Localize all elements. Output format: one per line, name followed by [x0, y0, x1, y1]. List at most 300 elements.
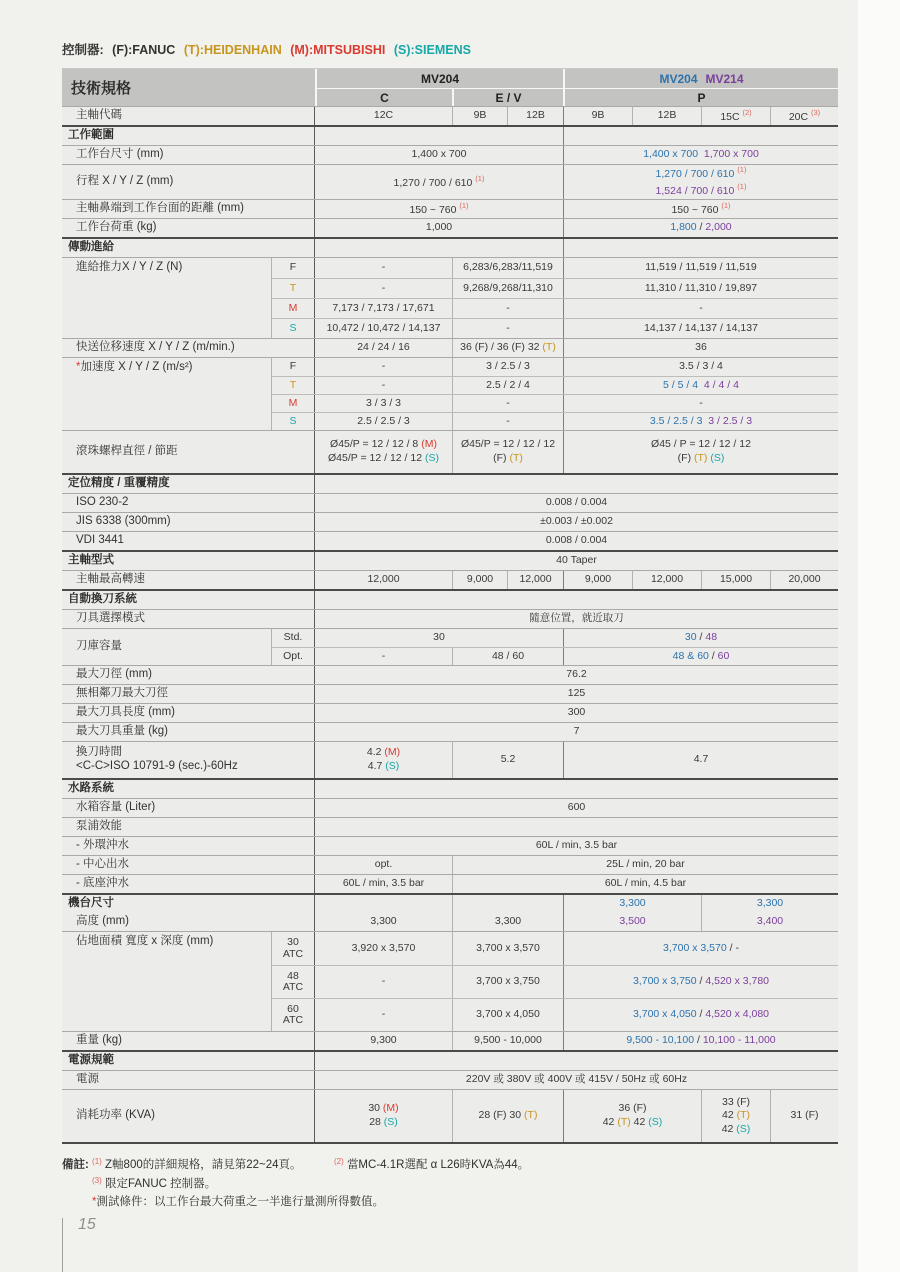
row-values	[315, 146, 838, 164]
section-label	[62, 780, 315, 798]
text-part: -	[381, 975, 386, 988]
spec-cell	[315, 704, 838, 722]
text-part: 10,100 - 11,000	[702, 1034, 776, 1047]
text-part: 主軸最高轉速	[76, 573, 145, 586]
header-variant-c: C	[317, 89, 452, 106]
text-part: Ø45 / P = 12 / 12 / 12	[651, 438, 751, 451]
legend-mitsubishi: (M):MITSUBISHI	[290, 43, 386, 57]
spec-cell	[315, 837, 838, 855]
text-part: 42	[602, 1116, 618, 1128]
sub-key-cell	[272, 413, 315, 430]
row-values	[272, 358, 838, 430]
text-part: 42	[721, 1122, 737, 1135]
section-row	[62, 1050, 838, 1070]
text-part: M	[288, 396, 298, 409]
text-part: (S)	[385, 760, 400, 772]
row-label	[62, 723, 315, 741]
text-part: 3.5 / 2.5 / 3	[649, 414, 703, 427]
spec-cell	[315, 358, 452, 376]
text-part: 33 (F)	[721, 1095, 750, 1108]
text-part: 加速度 X / Y / Z (m/s²)	[80, 361, 193, 373]
spec-cell	[701, 895, 838, 913]
spec-cell	[315, 532, 838, 550]
text-part: (1)	[459, 200, 469, 210]
text-part: Ø45/P = 12 / 12 / 8	[330, 438, 422, 451]
text-part: / -	[726, 941, 739, 954]
row-label	[62, 799, 315, 817]
spec-cell	[563, 127, 838, 145]
spec-cell	[315, 1032, 452, 1050]
spec-row	[62, 145, 838, 164]
text-part: 工作範圍	[68, 129, 114, 142]
row-values	[315, 1052, 838, 1070]
section-label	[62, 127, 315, 145]
spec-cell	[563, 219, 838, 237]
spec-cell	[315, 895, 452, 913]
value-row	[272, 629, 838, 647]
footnote-line-2	[62, 1175, 529, 1194]
value-row	[315, 1032, 838, 1050]
spec-cell	[452, 895, 563, 913]
spec-row	[62, 913, 838, 931]
text-part: (T)	[542, 341, 556, 354]
text-part: 電源規範	[68, 1054, 114, 1067]
spec-cell	[563, 200, 838, 218]
text-part: 工作台荷重 (kg)	[76, 221, 157, 234]
row-label	[62, 107, 315, 125]
spec-cell	[315, 723, 838, 741]
sub-key-cell	[272, 648, 315, 665]
spec-cell	[315, 999, 452, 1031]
text-part: 快送位移速度 X / Y / Z (m/min.)	[76, 341, 235, 354]
spec-cell	[701, 571, 770, 589]
text-part: (1)	[475, 173, 485, 183]
spec-cell	[315, 494, 838, 512]
footnote-star-marker: *	[92, 1195, 97, 1208]
spec-cell	[315, 818, 838, 836]
spec-cell	[770, 107, 838, 125]
text-part: 3,700 x 3,750	[632, 975, 697, 988]
row-label	[62, 494, 315, 512]
row-values	[315, 532, 838, 550]
text-part: (2)	[742, 107, 752, 117]
spec-cell	[315, 279, 452, 298]
value-row	[315, 552, 838, 570]
value-row	[315, 780, 838, 798]
text-part: (1)	[737, 182, 747, 191]
value-row	[272, 932, 838, 965]
spec-cell	[315, 685, 838, 703]
spec-row	[62, 931, 838, 1031]
spec-cell	[563, 299, 838, 318]
text-part: 12C	[373, 109, 394, 122]
spec-row	[62, 665, 838, 684]
spec-row	[62, 531, 838, 550]
spec-row	[62, 798, 838, 817]
spec-cell	[563, 571, 632, 589]
text-part: 2.5 / 2.5 / 3	[357, 414, 410, 427]
value-row	[272, 258, 838, 278]
sub-key-cell	[272, 299, 315, 318]
text-part: /	[708, 649, 718, 662]
spec-row	[62, 106, 838, 125]
text-part: *	[76, 361, 81, 373]
row-values	[315, 818, 838, 836]
spec-cell	[452, 107, 507, 125]
sub-key-cell	[272, 966, 315, 998]
row-values	[315, 666, 838, 684]
spec-cell	[315, 239, 563, 257]
spec-cell	[315, 258, 452, 278]
value-row	[315, 475, 838, 493]
spec-cell	[452, 966, 563, 998]
value-row	[315, 591, 838, 609]
text-part: (M)	[421, 438, 437, 451]
row-values	[272, 258, 838, 338]
text-part: 行程 X / Y / Z (mm)	[76, 175, 174, 188]
text-part: 12B	[657, 109, 677, 122]
value-row	[315, 913, 838, 931]
text-part: 主軸鼻端到工作台面的距離 (mm)	[76, 202, 245, 215]
text-part: 40 Taper	[556, 554, 597, 567]
spec-cell	[315, 146, 563, 164]
row-values	[315, 685, 838, 703]
spec-cell	[315, 966, 452, 998]
spec-cell	[452, 648, 563, 665]
spec-cell	[315, 377, 452, 394]
text-part: 30	[684, 631, 697, 644]
row-values	[315, 742, 838, 778]
text-part: 12B	[526, 109, 545, 122]
spec-cell	[315, 610, 838, 628]
text-part: 進給推力X / Y / Z (N)	[76, 261, 183, 273]
text-part: 125	[567, 687, 586, 700]
spec-table-body	[62, 106, 838, 1144]
text-part: - 底座沖水	[76, 877, 130, 890]
text-part: ATC	[282, 981, 304, 993]
section-row	[62, 473, 838, 493]
spec-cell	[315, 219, 563, 237]
text-part: 1,270 / 700 / 610	[655, 168, 738, 181]
text-part: 60L / min, 4.5 bar	[604, 877, 687, 890]
spec-row	[62, 1089, 838, 1142]
spec-row	[62, 722, 838, 741]
spec-cell	[563, 319, 838, 338]
spec-cell	[563, 377, 838, 394]
text-part: 自動換刀系統	[68, 593, 137, 606]
value-row	[272, 318, 838, 338]
spec-cell	[452, 339, 563, 357]
spec-cell	[315, 799, 838, 817]
value-row	[315, 1071, 838, 1089]
spec-cell	[315, 629, 563, 647]
spec-row	[62, 874, 838, 893]
text-part: 48 & 60	[672, 649, 709, 662]
text-part: 刀具選擇模式	[76, 612, 145, 625]
value-row	[315, 571, 838, 589]
spec-cell	[563, 966, 838, 998]
section-label	[62, 552, 315, 570]
row-label	[62, 913, 315, 931]
row-values	[272, 932, 838, 1031]
spec-cell	[563, 999, 838, 1031]
spec-cell	[452, 319, 563, 338]
text-part: (1)	[737, 165, 747, 175]
row-label	[62, 1032, 315, 1050]
legend-fanuc: (F):FANUC	[112, 43, 176, 57]
value-row	[315, 1052, 838, 1070]
footnote-prefix: 備註:	[62, 1159, 89, 1171]
row-values	[315, 913, 838, 931]
row-label	[62, 837, 315, 855]
spec-table-header	[62, 68, 838, 106]
value-row	[315, 239, 838, 257]
value-row	[315, 494, 838, 512]
section-row	[62, 778, 838, 798]
text-part: 2.5 / 2 / 4	[486, 378, 530, 391]
text-part: 3,700 x 4,050	[632, 1008, 697, 1021]
text-part: (T)	[693, 452, 708, 464]
value-row	[272, 965, 838, 998]
text-part: 42	[721, 1109, 737, 1122]
text-part: F	[289, 261, 297, 274]
text-part: 7	[573, 725, 580, 738]
row-values	[315, 723, 838, 741]
text-part: 3,700 x 3,570	[663, 941, 727, 954]
text-part: -	[699, 396, 703, 409]
text-part: 1,000	[425, 221, 453, 234]
row-label	[62, 666, 315, 684]
text-part: 佔地面積 寬度 x 深度 (mm)	[76, 935, 214, 947]
spec-cell	[315, 1071, 838, 1089]
footnote-2-text: 當MC-4.1R選配 α L26時KVA為44。	[346, 1159, 530, 1171]
spec-cell	[315, 1090, 452, 1142]
spec-cell	[315, 319, 452, 338]
text-part: 9,500 - 10,000	[474, 1034, 542, 1047]
spec-cell	[563, 413, 838, 430]
footnote-1-text: Z軸800的詳細規格，請見第22~24頁。	[105, 1159, 302, 1171]
header-variant-p: P	[565, 89, 838, 106]
spec-cell	[563, 165, 838, 199]
text-part: 4.7	[367, 760, 386, 772]
row-values	[315, 875, 838, 893]
text-part: T	[289, 281, 297, 294]
text-part: 9,300	[370, 1034, 397, 1047]
text-part: Ø45/P = 12 / 12 / 12	[460, 438, 556, 451]
text-part: 42	[630, 1116, 649, 1128]
text-part: 14,137 / 14,137 / 14,137	[644, 321, 758, 334]
header-variant-ev: E / V	[454, 89, 563, 106]
row-values	[315, 339, 838, 357]
row-values	[315, 165, 838, 199]
value-row	[272, 412, 838, 430]
row-values	[315, 431, 838, 473]
text-part: 5 / 5 / 4	[663, 378, 699, 391]
spec-cell	[563, 913, 701, 931]
row-label	[62, 685, 315, 703]
text-part: 12,000	[519, 573, 552, 586]
text-part: -	[381, 649, 386, 662]
spec-cell	[452, 299, 563, 318]
text-part: 9B	[591, 109, 605, 122]
text-part: -	[506, 301, 510, 314]
section-row	[62, 237, 838, 257]
text-part: 1,270 / 700 / 610	[393, 176, 476, 189]
spec-cell	[563, 239, 838, 257]
text-part: /	[696, 221, 706, 234]
text-part: (F)	[677, 452, 694, 464]
row-values	[315, 513, 838, 531]
spec-cell	[452, 395, 563, 412]
row-label	[62, 200, 315, 218]
spec-cell	[315, 875, 452, 893]
section-row	[62, 550, 838, 570]
spec-cell	[563, 395, 838, 412]
controller-legend	[62, 40, 476, 58]
row-label	[62, 431, 315, 473]
text-part: 12,000	[650, 573, 684, 586]
text-part: /	[696, 975, 706, 988]
footnote-3-marker: (3)	[92, 1175, 102, 1185]
text-part: -	[506, 414, 510, 427]
spec-row	[62, 570, 838, 589]
row-values	[315, 475, 838, 493]
text-part: 工作台尺寸 (mm)	[76, 148, 164, 161]
text-part: 76.2	[566, 668, 587, 681]
row-values	[315, 856, 838, 874]
row-values	[315, 494, 838, 512]
value-row	[315, 431, 838, 473]
value-row	[315, 875, 838, 893]
text-part: 28	[369, 1116, 384, 1128]
section-label	[62, 239, 315, 257]
text-part: 刀庫容量	[76, 640, 122, 653]
text-part: -	[381, 261, 386, 274]
value-row	[315, 200, 838, 218]
row-label	[62, 1090, 315, 1142]
spec-cell	[315, 395, 452, 412]
spec-cell	[452, 279, 563, 298]
header-model-p-mv204: MV204	[659, 71, 698, 86]
row-label	[62, 704, 315, 722]
text-part: S	[289, 321, 297, 334]
text-part: 4,520 x 3,780	[705, 975, 770, 988]
spec-cell	[452, 875, 838, 893]
spec-cell	[315, 513, 838, 531]
text-part: 3 / 2.5 / 3	[486, 360, 530, 373]
spec-row	[62, 257, 838, 338]
text-part: 主軸型式	[68, 554, 114, 567]
sub-key-cell	[272, 377, 315, 394]
spec-row	[62, 338, 838, 357]
spec-cell	[315, 1052, 838, 1070]
value-row	[315, 799, 838, 817]
spec-row	[62, 817, 838, 836]
value-row	[272, 358, 838, 376]
section-row	[62, 893, 838, 913]
section-row	[62, 125, 838, 145]
text-part: - 中心出水	[76, 858, 130, 871]
spec-table	[62, 68, 838, 1144]
text-part: /	[694, 1034, 703, 1047]
text-part: 4.7	[693, 753, 709, 766]
spec-cell	[632, 571, 701, 589]
row-values	[315, 1032, 838, 1050]
spec-cell	[452, 932, 563, 965]
row-values	[272, 629, 838, 665]
text-part: (M)	[382, 1102, 399, 1115]
text-part: 1,400 x 700	[411, 148, 467, 161]
text-part: 水路系統	[68, 782, 114, 795]
row-label	[62, 513, 315, 531]
sub-key-cell	[272, 319, 315, 338]
spec-row	[62, 1031, 838, 1050]
footnotes	[62, 1156, 529, 1211]
spec-cell	[563, 258, 838, 278]
text-part: ATC	[282, 1014, 304, 1026]
sub-key-cell	[272, 258, 315, 278]
spec-row	[62, 703, 838, 722]
value-row	[315, 666, 838, 684]
text-part: 4 / 4 / 4	[703, 378, 739, 391]
text-part: 泵浦效能	[76, 820, 122, 833]
text-part: 消耗功率 (KVA)	[76, 1109, 156, 1122]
spec-row	[62, 684, 838, 703]
spec-row	[62, 628, 838, 665]
text-part: 水箱容量 (Liter)	[76, 801, 156, 814]
text-part: 4.2	[366, 746, 385, 759]
section-label	[62, 591, 315, 609]
spec-row	[62, 512, 838, 531]
spec-cell	[563, 742, 838, 778]
spec-row	[62, 357, 838, 430]
section-label	[62, 1052, 315, 1070]
value-row	[315, 339, 838, 357]
header-model-mv204: MV204	[317, 69, 563, 88]
value-row	[272, 647, 838, 665]
text-part: 30	[433, 631, 445, 644]
row-label	[62, 875, 315, 893]
spec-cell	[452, 742, 563, 778]
row-values	[315, 610, 838, 628]
value-row	[315, 532, 838, 550]
text-part: ±0.003 / ±0.002	[540, 515, 613, 528]
text-part: T	[289, 378, 297, 391]
row-label	[62, 532, 315, 550]
text-part: 重量 (kg)	[76, 1034, 122, 1047]
text-part: 30	[287, 936, 299, 949]
text-part: 150 ~ 760	[409, 203, 460, 216]
text-part: 無相鄰刀最大刀徑	[76, 687, 168, 700]
text-part: (S)	[383, 1116, 398, 1128]
text-part: 3,500	[619, 915, 646, 928]
text-part: 30	[368, 1102, 383, 1115]
row-values	[315, 780, 838, 798]
spec-cell	[701, 107, 770, 125]
sub-key-cell	[272, 932, 315, 965]
spec-cell	[315, 666, 838, 684]
text-part: (F)	[493, 452, 510, 464]
text-part: 15,000	[719, 573, 753, 586]
text-part: 機台尺寸	[68, 897, 114, 910]
spec-row	[62, 218, 838, 237]
text-part: ATC	[282, 947, 304, 960]
spec-cell	[452, 413, 563, 430]
spec-cell	[315, 413, 452, 430]
spec-row	[62, 430, 838, 473]
value-row	[315, 1090, 838, 1142]
text-part: 隨意位置，就近取刀	[529, 612, 624, 625]
